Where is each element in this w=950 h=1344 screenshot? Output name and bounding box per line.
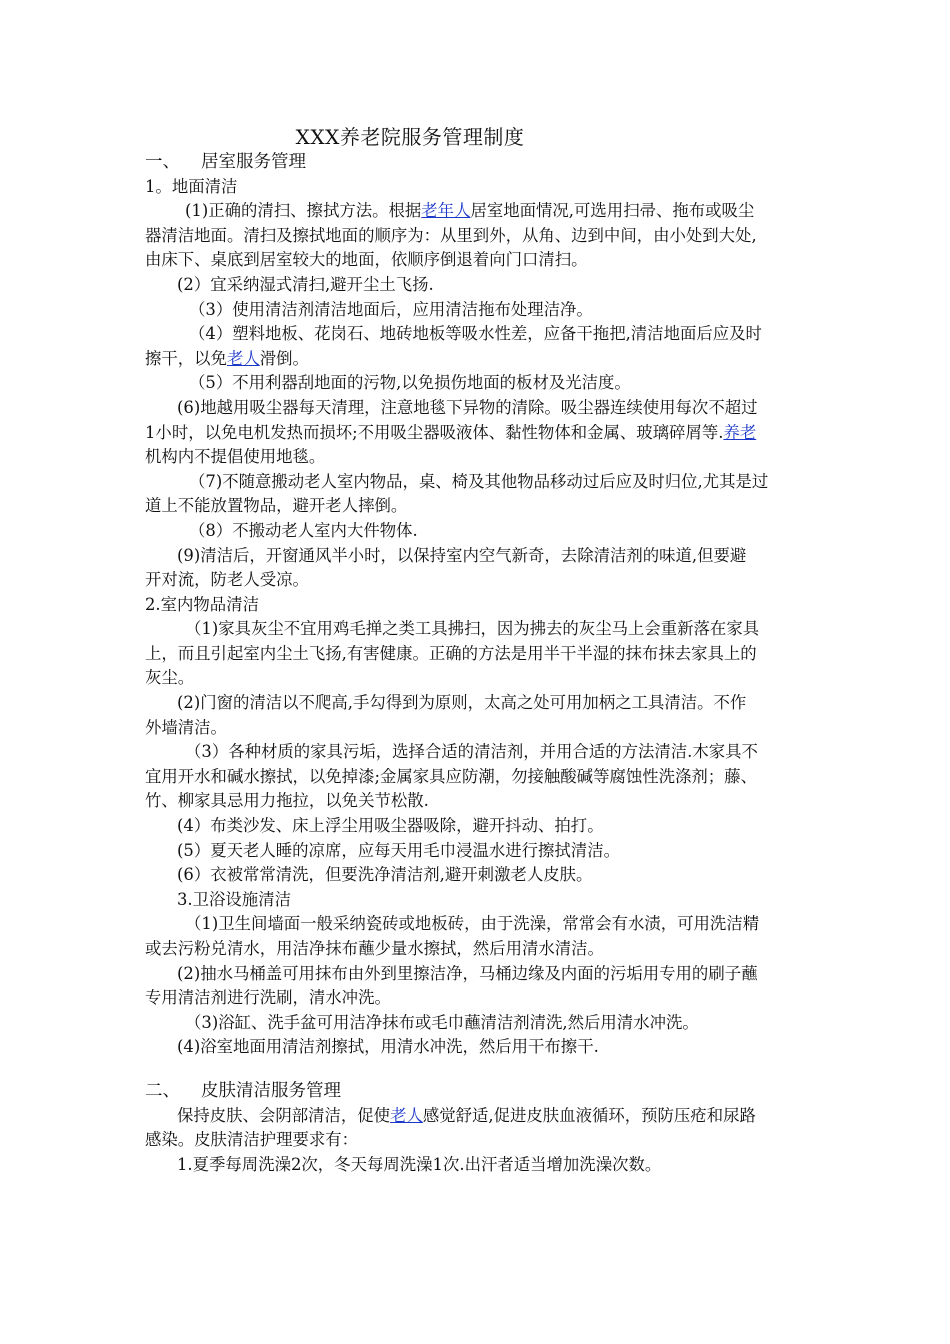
paragraph-line: 灰尘。 <box>145 668 195 688</box>
section-title: 居室服务管理 <box>201 152 306 172</box>
document-body <box>145 150 809 1177</box>
link-elderly-care[interactable]: 养老 <box>723 422 757 442</box>
paragraph-line: （5）不用利器刮地面的污物,以免损伤地面的板材及光洁度。 <box>189 373 631 393</box>
paragraph-line: 竹、柳家具忌用力拖拉，以免关节松散. <box>145 791 429 811</box>
paragraph-line: （3）各种材质的家具污垢，选择合适的清洁剂，并用合适的方法清洁.木家具不 <box>185 742 758 762</box>
paragraph-line <box>145 421 809 446</box>
subheading-floor-cleaning: 1。地面清洁 <box>145 176 238 196</box>
paragraph-line <box>145 1104 809 1129</box>
paragraph-line: (4）布类沙发、床上浮尘用吸尘器吸除，避开抖动、拍打。 <box>177 816 604 836</box>
text-span: 1小时，以免电机发热而损坏;不用吸尘器吸液体、黏性物体和金属、玻璃碎屑等. <box>145 422 724 442</box>
paragraph-line: （7)不随意搬动老人室内物品，桌、椅及其他物品移动过后应及时归位,尤其是过 <box>189 471 769 491</box>
paragraph-line: (5）夏天老人睡的凉席，应每天用毛巾浸温水进行擦拭清洁。 <box>177 840 620 860</box>
paragraph-line: 器清洁地面。清扫及擦拭地面的顺序为：从里到外，从角、边到中间，由小处到大处, <box>145 225 757 245</box>
subheading-bathroom: 3.卫浴设施清洁 <box>177 889 291 909</box>
text-span: 擦干，以免 <box>145 348 227 368</box>
paragraph-line: 上，而且引起室内尘土飞扬,有害健康。正确的方法是用半干半湿的抹布抹去家具上的 <box>145 643 757 663</box>
section-heading-2 <box>145 1079 809 1104</box>
section-heading-1 <box>145 150 809 175</box>
section-number: 一、 <box>145 152 180 172</box>
paragraph-line: 由床下、桌底到居室较大的地面，依顺序倒退着向门口清扫。 <box>145 250 588 270</box>
text-span: 居室地面情况,可选用扫帚、拖布或吸尘 <box>470 201 755 221</box>
text-span: (1)正确的清扫、擦拭方法。根据 <box>185 201 422 221</box>
subheading-indoor-items: 2.室内物品清洁 <box>145 594 259 614</box>
paragraph-line: 道上不能放置物品，避开老人摔倒。 <box>145 496 408 516</box>
text-span: 感觉舒适,促进皮肤血液循环，预防压疮和尿路 <box>422 1105 756 1125</box>
paragraph-line <box>145 199 809 224</box>
link-elderly[interactable]: 老人 <box>390 1105 423 1125</box>
paragraph-line: 开对流，防老人受凉。 <box>145 570 309 590</box>
paragraph-line: (6）衣被常常清洗，但要洗净清洁剂,避开刺激老人皮肤。 <box>177 865 593 885</box>
paragraph-line: 外墙清洁。 <box>145 717 227 737</box>
paragraph-line: （3)浴缸、洗手盆可用洁净抹布或毛巾蘸清洁剂清洗,然后用清水冲洗。 <box>185 1012 699 1032</box>
paragraph-line: 机构内不提倡使用地毯。 <box>145 447 326 467</box>
paragraph-line: (6)地越用吸尘器每天清理，注意地毯下异物的清除。吸尘器连续使用每次不超过 <box>177 397 758 417</box>
paragraph-line: 宜用开水和碱水擦拭，以免掉漆;金属家具应防潮，勿接触酸碱等腐蚀性洗涤剂；藤、 <box>145 766 757 786</box>
paragraph-line: （3）使用清洁剂清洁地面后，应用清洁拖布处理洁净。 <box>189 299 593 319</box>
paragraph-line: （8）不搬动老人室内大件物体. <box>189 520 418 540</box>
link-elderly[interactable]: 老年人 <box>421 201 471 221</box>
paragraph-line: （1)卫生间墙面一般采纳瓷砖或地板砖，由于洗澡，常常会有水渍，可用洗洁精 <box>185 914 760 934</box>
text-span: 保持皮肤、会阴部清洁，促使 <box>177 1105 391 1125</box>
paragraph-line: （1)家具灰尘不宜用鸡毛掸之类工具拂扫，因为拂去的灰尘马上会重新落在家具 <box>185 619 760 639</box>
paragraph-line: (2)抽水马桶盖可用抹布由外到里擦洁净，马桶边缘及内面的污垢用专用的刷子蘸 <box>177 963 758 983</box>
paragraph-line: (4)浴室地面用清洁剂擦拭，用清水冲洗，然后用干布擦干. <box>177 1037 599 1057</box>
paragraph-line <box>145 347 809 372</box>
paragraph-line: 1.夏季每周洗澡2次，冬天每周洗澡1次.出汗者适当增加洗澡次数。 <box>177 1154 662 1174</box>
paragraph-line: 感染。皮肤清洁护理要求有： <box>145 1130 359 1150</box>
paragraph-line: (2）宜采纳湿式清扫,避开尘土飞扬. <box>177 274 434 294</box>
paragraph-line: (9)清洁后，开窗通风半小时，以保持室内空气新奇，去除清洁剂的味道,但要避 <box>177 545 747 565</box>
text-span: 滑倒。 <box>259 348 309 368</box>
paragraph-line: 或去污粉兑清水，用洁净抹布蘸少量水擦拭，然后用清水清洁。 <box>145 939 604 958</box>
paragraph-line: 专用清洁剂进行洗刷，清水冲洗。 <box>145 988 391 1008</box>
document-title: XXX养老院服务管理制度 <box>295 125 525 149</box>
link-elderly[interactable]: 老人 <box>226 348 260 368</box>
section-title: 皮肤清洁服务管理 <box>201 1080 341 1101</box>
spacer <box>145 1060 809 1079</box>
section-number: 二、 <box>145 1080 180 1101</box>
paragraph-line: (2)门窗的清洁以不爬高,手勾得到为原则，太高之处可用加柄之工具清洁。不作 <box>177 693 747 713</box>
paragraph-line: （4）塑料地板、花岗石、地砖地板等吸水性差，应备干拖把,清洁地面后应及时 <box>189 324 762 344</box>
